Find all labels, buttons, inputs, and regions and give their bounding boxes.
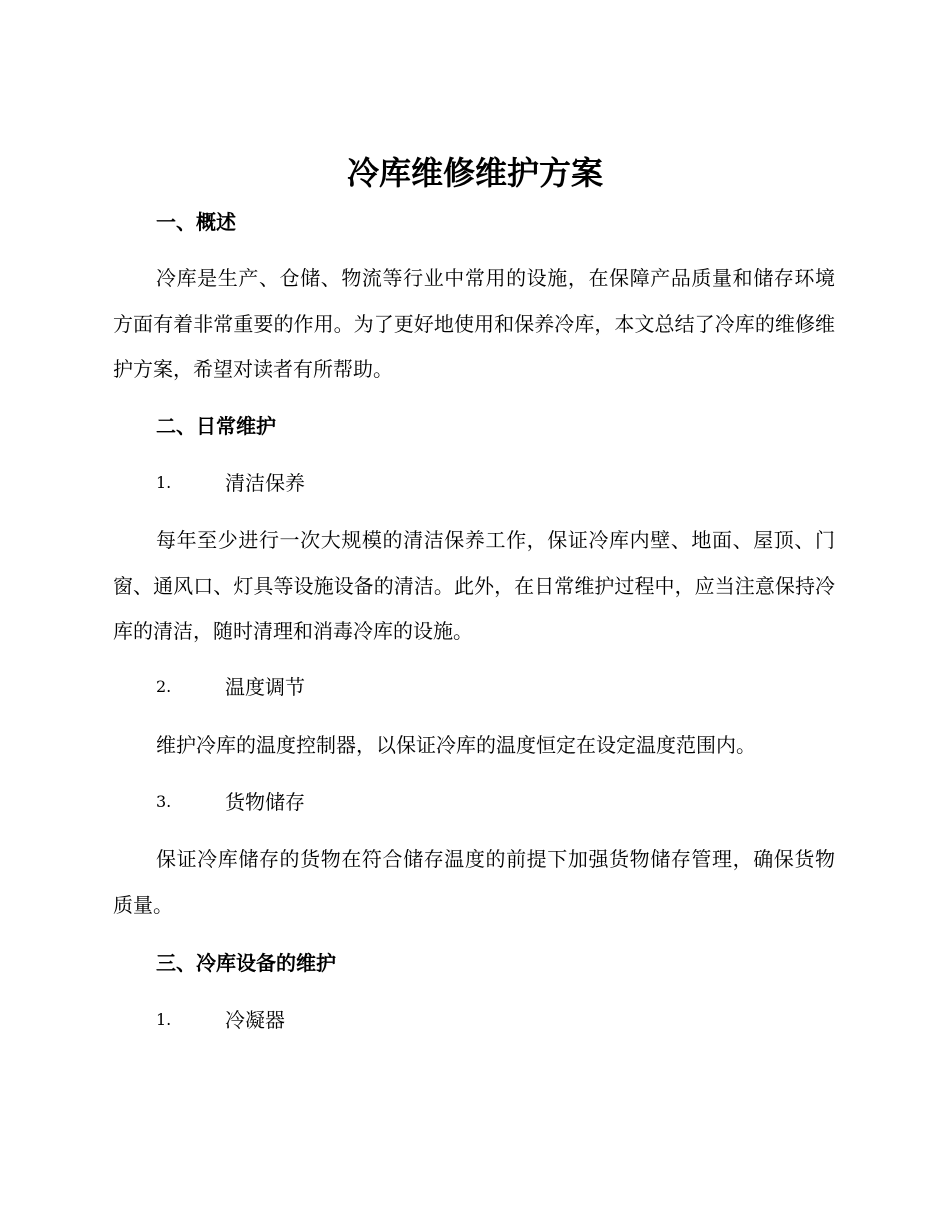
document-title: 冷库维修维护方案 <box>346 154 603 192</box>
section-heading-equipment-maintenance: 三、冷库设备的维护 <box>156 951 336 975</box>
list-item-label: 温度调节 <box>225 675 305 699</box>
list-item-label: 冷凝器 <box>225 1008 285 1032</box>
list-item-number: 3. <box>156 792 172 811</box>
list-item-number: 1. <box>156 473 172 492</box>
cleaning-paragraph: 每年至少进行一次大规模的清洁保养工作，保证冷库内壁、地面、屋顶、门窗、通风口、灯具等设施设备的清洁。此外，在日常维护过程中，应当注意保持冷库的清洁，随时清理和消毒冷库的设施。 <box>113 528 835 643</box>
list-item-label: 清洁保养 <box>225 471 305 495</box>
storage-paragraph: 保证冷库储存的货物在符合储存温度的前提下加强货物储存管理，确保货物质量。 <box>113 847 835 917</box>
temperature-paragraph: 维护冷库的温度控制器，以保证冷库的温度恒定在设定温度范围内。 <box>156 733 756 757</box>
overview-paragraph: 冷库是生产、仓储、物流等行业中常用的设施，在保障产品质量和储存环境方面有着非常重要的作用。为了更好地使用和保养冷库，本文总结了冷库的维修维护方案，希望对读者有所帮助。 <box>113 266 835 381</box>
list-item-number: 2. <box>156 677 172 696</box>
list-item-number: 1. <box>156 1010 172 1029</box>
list-item-label: 货物储存 <box>225 790 305 814</box>
section-heading-daily-maintenance: 二、日常维护 <box>156 414 276 438</box>
section-heading-overview: 一、概述 <box>156 210 236 234</box>
